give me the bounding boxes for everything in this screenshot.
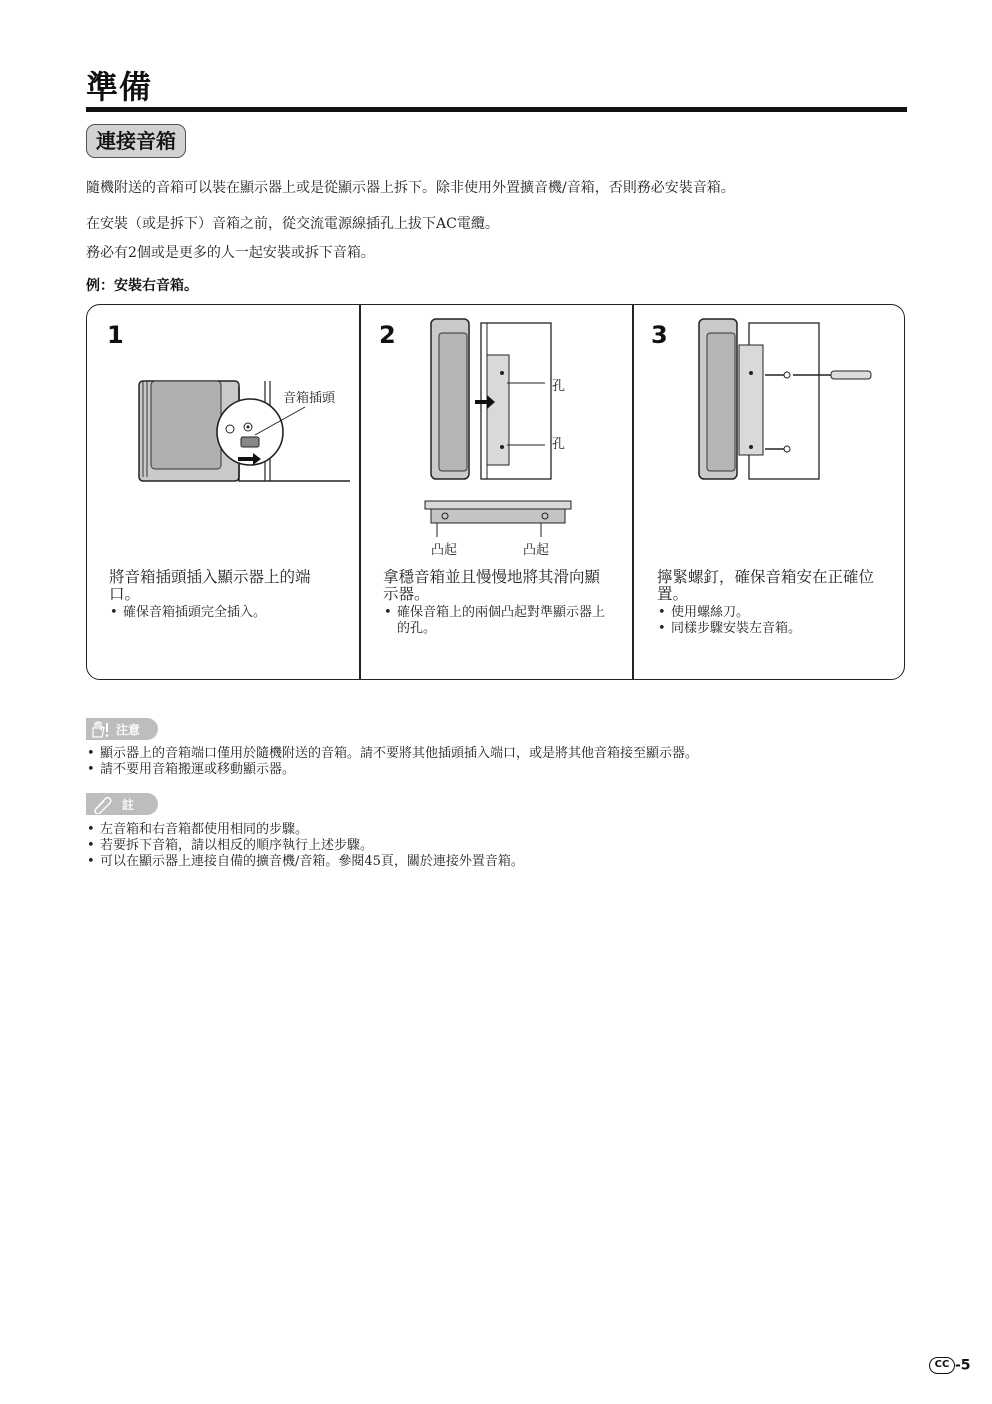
svg-text:凸起: 凸起 <box>431 543 458 558</box>
caution-item: • 顯示器上的音箱端口僅用於隨機附送的音箱。請不要將其他插頭插入端口，或是將其他音箱接至顯示器。 <box>86 746 698 762</box>
svg-text:音箱插頭: 音箱插頭 <box>283 391 336 406</box>
step-3-instruction: 擰緊螺釘，確保音箱安在正確位置。 <box>657 568 875 603</box>
step-3-bullets <box>657 605 889 637</box>
step-1-bullet: • 確保音箱插頭完全插入。 <box>109 605 341 621</box>
intro-paragraph-1: 隨機附送的音箱可以裝在顯示器上或是從顯示器上拆下。除非使用外置擴音機/音箱，否則務必安裝音箱。 <box>86 180 735 196</box>
note-item: • 可以在顯示器上連接自備的擴音機/音箱。參閱45頁，關於連接外置音箱。 <box>86 854 524 870</box>
note-label: 註 <box>122 798 135 812</box>
svg-text:凸起: 凸起 <box>523 543 550 558</box>
step-1-instruction: 將音箱插頭插入顯示器上的端口。 <box>109 568 311 603</box>
step-1-label-plug <box>283 387 353 407</box>
svg-text:孔: 孔 <box>552 379 566 394</box>
step-2-label-hole-2 <box>549 433 579 453</box>
caution-label: 注意 <box>116 723 141 737</box>
step-1-number: 1 <box>107 321 124 349</box>
note-badge <box>86 793 158 815</box>
section-heading: 連接音箱 <box>86 124 186 158</box>
hand-caution-icon <box>89 719 111 739</box>
step-3-number: 3 <box>651 321 668 349</box>
step-2-speaker-bar <box>423 497 573 537</box>
step-3-bullet: • 使用螺絲刀。 <box>657 605 889 621</box>
caution-list <box>86 746 698 778</box>
step-2-label-tab-2 <box>521 539 561 559</box>
example-label: 例：安裝右音箱。 <box>86 278 198 294</box>
intro-paragraph-3: 務必有2個或是更多的人一起安裝或拆下音箱。 <box>86 245 375 261</box>
title-rule <box>86 107 907 112</box>
step-2-label-hole-1 <box>549 375 579 395</box>
language-badge: CC <box>929 1357 955 1374</box>
step-divider <box>632 305 634 679</box>
step-3-bullet: • 同樣步驟安裝左音箱。 <box>657 621 889 637</box>
step-divider <box>359 305 361 679</box>
note-item: • 左音箱和右音箱都使用相同的步驟。 <box>86 822 524 838</box>
caution-badge <box>86 718 158 740</box>
step-2-instruction: 拿穩音箱並且慢慢地將其滑向顯示器。 <box>383 568 601 603</box>
step-2-illustration <box>427 315 557 485</box>
paperclip-icon <box>89 794 115 814</box>
note-list <box>86 822 524 870</box>
page-number-value: -5 <box>955 1357 971 1374</box>
svg-text:孔: 孔 <box>552 437 566 452</box>
note-item: • 若要拆下音箱，請以相反的順序執行上述步驟。 <box>86 838 524 854</box>
step-2-bullets <box>383 605 615 637</box>
page-number <box>929 1357 971 1377</box>
step-2-bullet: • 確保音箱上的兩個凸起對準顯示器上的孔。 <box>383 605 615 637</box>
page-title: 準備 <box>86 68 153 106</box>
step-2-label-tab-1 <box>429 539 469 559</box>
step-1-bullets <box>109 605 341 621</box>
intro-paragraph-2: 在安裝（或是拆下）音箱之前，從交流電源線插孔上拔下AC電纜。 <box>86 216 499 232</box>
steps-box <box>86 304 905 680</box>
step-3-illustration <box>695 315 885 485</box>
caution-item: • 請不要用音箱搬運或移動顯示器。 <box>86 762 698 778</box>
step-2-number: 2 <box>379 321 396 349</box>
